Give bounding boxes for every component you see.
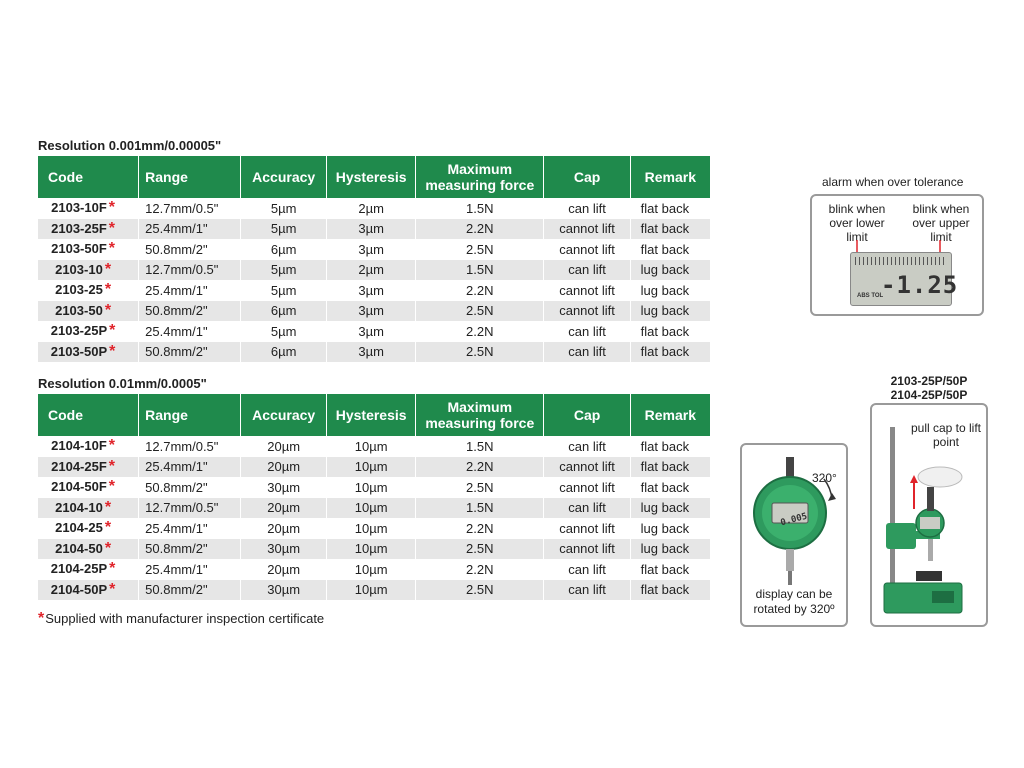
table-row	[38, 477, 710, 498]
table-row	[38, 518, 710, 539]
table-row	[38, 342, 710, 363]
cell-remark: flat back	[630, 580, 710, 601]
footnote	[38, 610, 324, 628]
cell-hysteresis: 2µm	[327, 198, 416, 219]
cell-max-force: 2.2N	[416, 321, 544, 342]
table-row	[38, 321, 710, 342]
cell-accuracy: 30µm	[241, 580, 327, 601]
gauge-stand-icon	[872, 405, 986, 625]
cell-remark: lug back	[630, 498, 710, 519]
cell-max-force: 2.2N	[416, 559, 544, 580]
cell-hysteresis: 10µm	[327, 539, 416, 560]
cell-hysteresis: 3µm	[327, 280, 416, 301]
cell-cap: cannot lift	[544, 539, 630, 560]
cell-code	[38, 518, 139, 539]
cell-cap: cannot lift	[544, 518, 630, 539]
table-row	[38, 260, 710, 281]
alarm-illustration	[810, 194, 984, 316]
cell-code	[38, 239, 139, 260]
header-cap: Cap	[544, 156, 630, 198]
cell-max-force: 1.5N	[416, 498, 544, 519]
certificate-star-icon: *	[104, 498, 112, 516]
lcd-scale-icon	[855, 257, 947, 265]
cell-range: 50.8mm/2"	[139, 477, 241, 498]
blink-lower-label: blink when over lower limit	[828, 202, 886, 244]
cell-code	[38, 342, 139, 363]
cell-hysteresis: 10µm	[327, 580, 416, 601]
cell-range: 25.4mm/1"	[139, 321, 241, 342]
cell-max-force: 2.5N	[416, 539, 544, 560]
lcd-mode-label: ABS TOL	[857, 293, 884, 299]
cell-max-force: 2.2N	[416, 518, 544, 539]
table-row	[38, 219, 710, 240]
cell-range: 50.8mm/2"	[139, 342, 241, 363]
product-code: 2103-10	[55, 261, 103, 277]
product-code: 2103-25	[55, 282, 103, 298]
cell-code	[38, 280, 139, 301]
cell-cap: can lift	[544, 198, 630, 219]
cell-accuracy: 5µm	[241, 280, 327, 301]
header-code: Code	[38, 394, 139, 436]
header-max-force: Maximum measuring force	[416, 156, 544, 198]
cell-range: 50.8mm/2"	[139, 239, 241, 260]
cell-remark: flat back	[640, 241, 690, 257]
cell-accuracy: 5µm	[241, 219, 327, 240]
cell-cap: cannot lift	[544, 301, 630, 322]
product-code: 2103-50P	[50, 343, 108, 359]
table-row	[38, 301, 710, 322]
cell-code	[38, 219, 139, 240]
table-row	[38, 539, 710, 560]
cell-remark: flat back	[640, 561, 690, 577]
cell-remark: flat back	[640, 479, 690, 495]
cell-remark: flat back	[630, 457, 710, 478]
certificate-star-icon: *	[109, 342, 116, 360]
certificate-star-icon: *	[38, 610, 45, 627]
cell-code	[38, 260, 139, 281]
resolution-title-2: Resolution 0.01mm/0.0005"	[38, 376, 207, 391]
cell-code	[38, 580, 139, 601]
cell-hysteresis: 10µm	[327, 518, 416, 539]
header-cap: Cap	[544, 394, 630, 436]
certificate-star-icon: *	[104, 519, 112, 537]
cell-hysteresis: 3µm	[327, 301, 416, 322]
cell-hysteresis: 10µm	[327, 498, 416, 519]
cell-range: 50.8mm/2"	[139, 539, 241, 560]
cell-hysteresis: 10µm	[327, 436, 416, 457]
lcd-value: -1.25	[881, 271, 959, 299]
cell-remark: flat back	[640, 323, 690, 339]
cell-accuracy: 5µm	[241, 260, 327, 281]
cell-range: 12.7mm/0.5"	[139, 498, 241, 519]
product-code: 2104-50F	[51, 479, 107, 495]
table-header-row	[38, 394, 710, 436]
cell-accuracy: 20µm	[241, 518, 327, 539]
product-code: 2103-10F	[51, 200, 107, 216]
cell-accuracy: 20µm	[241, 498, 327, 519]
cell-hysteresis: 10µm	[327, 477, 416, 498]
cell-cap: can lift	[544, 342, 630, 363]
cell-hysteresis: 3µm	[327, 342, 416, 363]
certificate-star-icon: *	[104, 539, 112, 557]
cell-hysteresis: 3µm	[327, 219, 416, 240]
pull-cap-caption: pull cap to lift point	[910, 421, 982, 449]
certificate-star-icon: *	[109, 322, 116, 340]
cell-remark: lug back	[640, 282, 690, 298]
cell-remark: flat back	[630, 219, 710, 240]
product-code: 2104-50P	[50, 581, 108, 597]
cell-hysteresis: 10µm	[327, 457, 416, 478]
footnote-text: Supplied with manufacturer inspection certificate	[45, 611, 325, 626]
resolution-title-1: Resolution 0.001mm/0.00005"	[38, 138, 222, 153]
certificate-star-icon: *	[108, 219, 116, 237]
cell-cap: can lift	[544, 321, 630, 342]
cell-max-force: 1.5N	[416, 436, 544, 457]
rotation-illustration	[740, 443, 848, 627]
product-code: 2104-25F	[51, 458, 107, 474]
rotation-caption: display can be rotated by 320º	[753, 587, 835, 616]
cell-cap: cannot lift	[544, 239, 630, 260]
product-code: 2103-50	[55, 302, 103, 318]
cell-accuracy: 30µm	[241, 539, 327, 560]
blink-upper-label: blink when over upper limit	[912, 202, 970, 244]
certificate-star-icon: *	[108, 199, 116, 217]
header-remark: Remark	[630, 156, 710, 198]
cell-accuracy: 6µm	[241, 239, 327, 260]
rotation-angle-label: 320°	[812, 471, 837, 485]
product-code: 2103-25P	[50, 323, 108, 339]
cell-accuracy: 6µm	[241, 342, 327, 363]
product-code: 2103-25F	[51, 220, 107, 236]
spec-table-2	[38, 394, 710, 600]
cell-code	[38, 559, 139, 580]
cell-range: 25.4mm/1"	[139, 280, 241, 301]
cell-cap: cannot lift	[544, 457, 630, 478]
table-header-row	[38, 156, 710, 198]
table-row	[38, 580, 710, 601]
product-code: 2104-25P	[50, 561, 108, 577]
cell-range: 50.8mm/2"	[139, 301, 241, 322]
cell-hysteresis: 3µm	[327, 239, 416, 260]
header-range: Range	[139, 394, 241, 436]
cell-max-force: 2.2N	[416, 280, 544, 301]
stand-illustration	[870, 403, 988, 627]
cell-range: 50.8mm/2"	[139, 580, 241, 601]
header-range: Range	[139, 156, 241, 198]
cell-cap: cannot lift	[544, 477, 630, 498]
cell-max-force: 2.2N	[416, 219, 544, 240]
cell-cap: cannot lift	[544, 219, 630, 240]
cell-remark: lug back	[630, 260, 710, 281]
table-row	[38, 198, 710, 219]
cell-accuracy: 5µm	[241, 198, 327, 219]
cell-remark: flat back	[630, 342, 710, 363]
certificate-star-icon: *	[104, 281, 112, 299]
cell-cap: can lift	[544, 580, 630, 601]
cell-remark: lug back	[630, 539, 710, 560]
cell-range: 12.7mm/0.5"	[139, 436, 241, 457]
cell-range: 25.4mm/1"	[139, 219, 241, 240]
table-row	[38, 280, 710, 301]
cell-range: 25.4mm/1"	[139, 457, 241, 478]
cell-hysteresis: 3µm	[327, 321, 416, 342]
cell-max-force: 2.5N	[416, 301, 544, 322]
cell-max-force: 2.5N	[416, 239, 544, 260]
certificate-star-icon: *	[108, 457, 116, 475]
stand-title	[870, 374, 988, 402]
cell-code	[38, 498, 139, 519]
cell-max-force: 1.5N	[416, 260, 544, 281]
header-accuracy: Accuracy	[241, 156, 327, 198]
certificate-star-icon: *	[108, 240, 116, 258]
header-code: Code	[38, 156, 139, 198]
table-row	[38, 239, 710, 260]
product-code: 2104-10F	[51, 438, 107, 454]
certificate-star-icon: *	[104, 301, 112, 319]
certificate-star-icon: *	[108, 437, 116, 455]
gauge-digits: 0.005	[779, 511, 809, 529]
cell-accuracy: 30µm	[241, 477, 327, 498]
cell-code	[38, 539, 139, 560]
cell-cap: can lift	[544, 559, 630, 580]
cell-code	[38, 436, 139, 457]
cell-cap: can lift	[544, 436, 630, 457]
cell-code	[38, 477, 139, 498]
certificate-star-icon: *	[108, 478, 116, 496]
table-1-body	[38, 198, 710, 362]
product-code: 2104-50	[55, 540, 103, 556]
certificate-star-icon: *	[109, 560, 116, 578]
cell-accuracy: 20µm	[241, 559, 327, 580]
cell-accuracy: 6µm	[241, 301, 327, 322]
cell-range: 25.4mm/1"	[139, 559, 241, 580]
table-row	[38, 436, 710, 457]
stand-title-line-2: 2104-25P/50P	[890, 388, 968, 402]
product-code: 2104-25	[55, 520, 103, 536]
table-row	[38, 457, 710, 478]
cell-max-force: 2.5N	[416, 342, 544, 363]
cell-range: 12.7mm/0.5"	[139, 260, 241, 281]
table-2-body	[38, 436, 710, 600]
cell-max-force: 1.5N	[416, 198, 544, 219]
cell-code	[38, 321, 139, 342]
spec-table-1	[38, 156, 710, 362]
cell-hysteresis: 10µm	[327, 559, 416, 580]
product-code: 2103-50F	[51, 241, 107, 257]
stand-title-line-1: 2103-25P/50P	[890, 374, 968, 388]
cell-code	[38, 198, 139, 219]
table-row	[38, 498, 710, 519]
product-code: 2104-10	[55, 499, 103, 515]
header-accuracy: Accuracy	[241, 394, 327, 436]
cell-remark: lug back	[640, 520, 690, 536]
cell-cap: can lift	[544, 498, 630, 519]
cell-accuracy: 5µm	[241, 321, 327, 342]
cell-range: 12.7mm/0.5"	[139, 198, 241, 219]
cell-range: 25.4mm/1"	[139, 518, 241, 539]
certificate-star-icon: *	[109, 580, 116, 598]
header-max-force: Maximum measuring force	[416, 394, 544, 436]
cell-max-force: 2.5N	[416, 477, 544, 498]
certificate-star-icon: *	[104, 260, 112, 278]
cell-remark: flat back	[640, 438, 690, 454]
cell-accuracy: 20µm	[241, 457, 327, 478]
table-row	[38, 559, 710, 580]
cell-cap: can lift	[544, 260, 630, 281]
cell-max-force: 2.2N	[416, 457, 544, 478]
header-remark: Remark	[630, 394, 710, 436]
header-hysteresis: Hysteresis	[327, 156, 416, 198]
cell-code	[38, 457, 139, 478]
cell-hysteresis: 2µm	[327, 260, 416, 281]
lcd-display	[850, 252, 959, 306]
cell-cap: cannot lift	[544, 280, 630, 301]
cell-remark: lug back	[630, 301, 710, 322]
cell-max-force: 2.5N	[416, 580, 544, 601]
header-hysteresis: Hysteresis	[327, 394, 416, 436]
cell-code	[38, 301, 139, 322]
cell-accuracy: 20µm	[241, 436, 327, 457]
cell-remark: flat back	[640, 200, 690, 216]
alarm-label: alarm when over tolerance	[822, 175, 964, 189]
